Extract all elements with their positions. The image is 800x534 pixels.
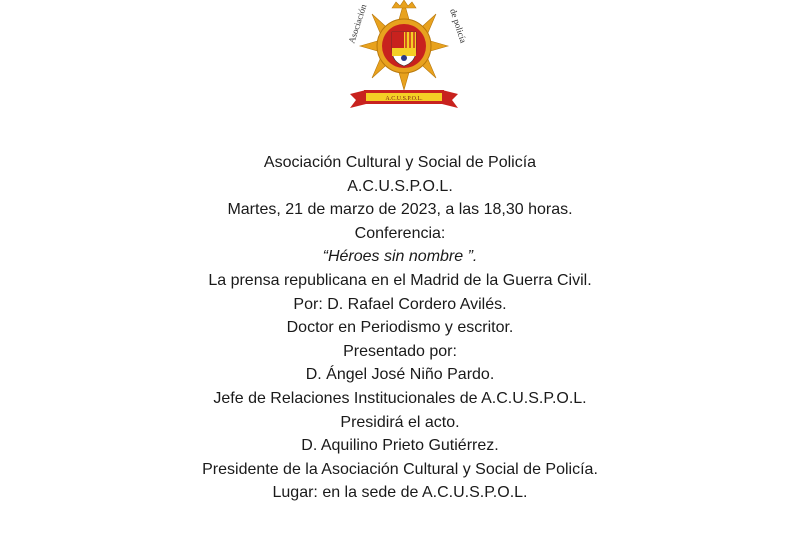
speaker-role: Doctor en Periodismo y escritor.	[286, 319, 514, 337]
conference-title: “Héroes sin nombre ”.	[322, 248, 478, 266]
emblem-arc-text-right: de policía	[448, 7, 469, 45]
president-role: Presidente de la Asociación Cultural y Social de Policía.	[202, 460, 598, 478]
announcement-text	[0, 151, 800, 505]
event-date: Martes, 21 de marzo de 2023, a las 18,30 horas.	[227, 201, 573, 219]
presenter: D. Ángel José Niño Pardo.	[305, 366, 495, 384]
acuspol-emblem	[336, 0, 472, 112]
association-name: Asociación Cultural y Social de Policía	[263, 154, 537, 171]
police-badge-icon	[336, 0, 472, 112]
venue: Lugar: en la sede de A.C.U.S.P.O.L.	[272, 484, 528, 502]
presenter-role: Jefe de Relaciones Institucionales de A.C.U.S.P.O.L.	[213, 389, 587, 407]
presented-by-label: Presentado por:	[343, 342, 457, 360]
speaker: Por: D. Rafael Cordero Avilés.	[293, 295, 507, 313]
conference-subtitle: La prensa republicana en el Madrid de la Guerra Civil.	[208, 271, 592, 289]
emblem-ribbon-text: A.C.U.S.P.O.L.	[385, 96, 423, 102]
association-acronym: A.C.U.S.P.O.L.	[347, 177, 453, 195]
event-type: Conferencia:	[354, 224, 446, 242]
emblem-arc-text-left: Asociación	[346, 3, 369, 45]
presided-by-label: Presidirá el acto.	[340, 413, 460, 431]
president: D. Aquilino Prieto Gutiérrez.	[301, 437, 499, 455]
